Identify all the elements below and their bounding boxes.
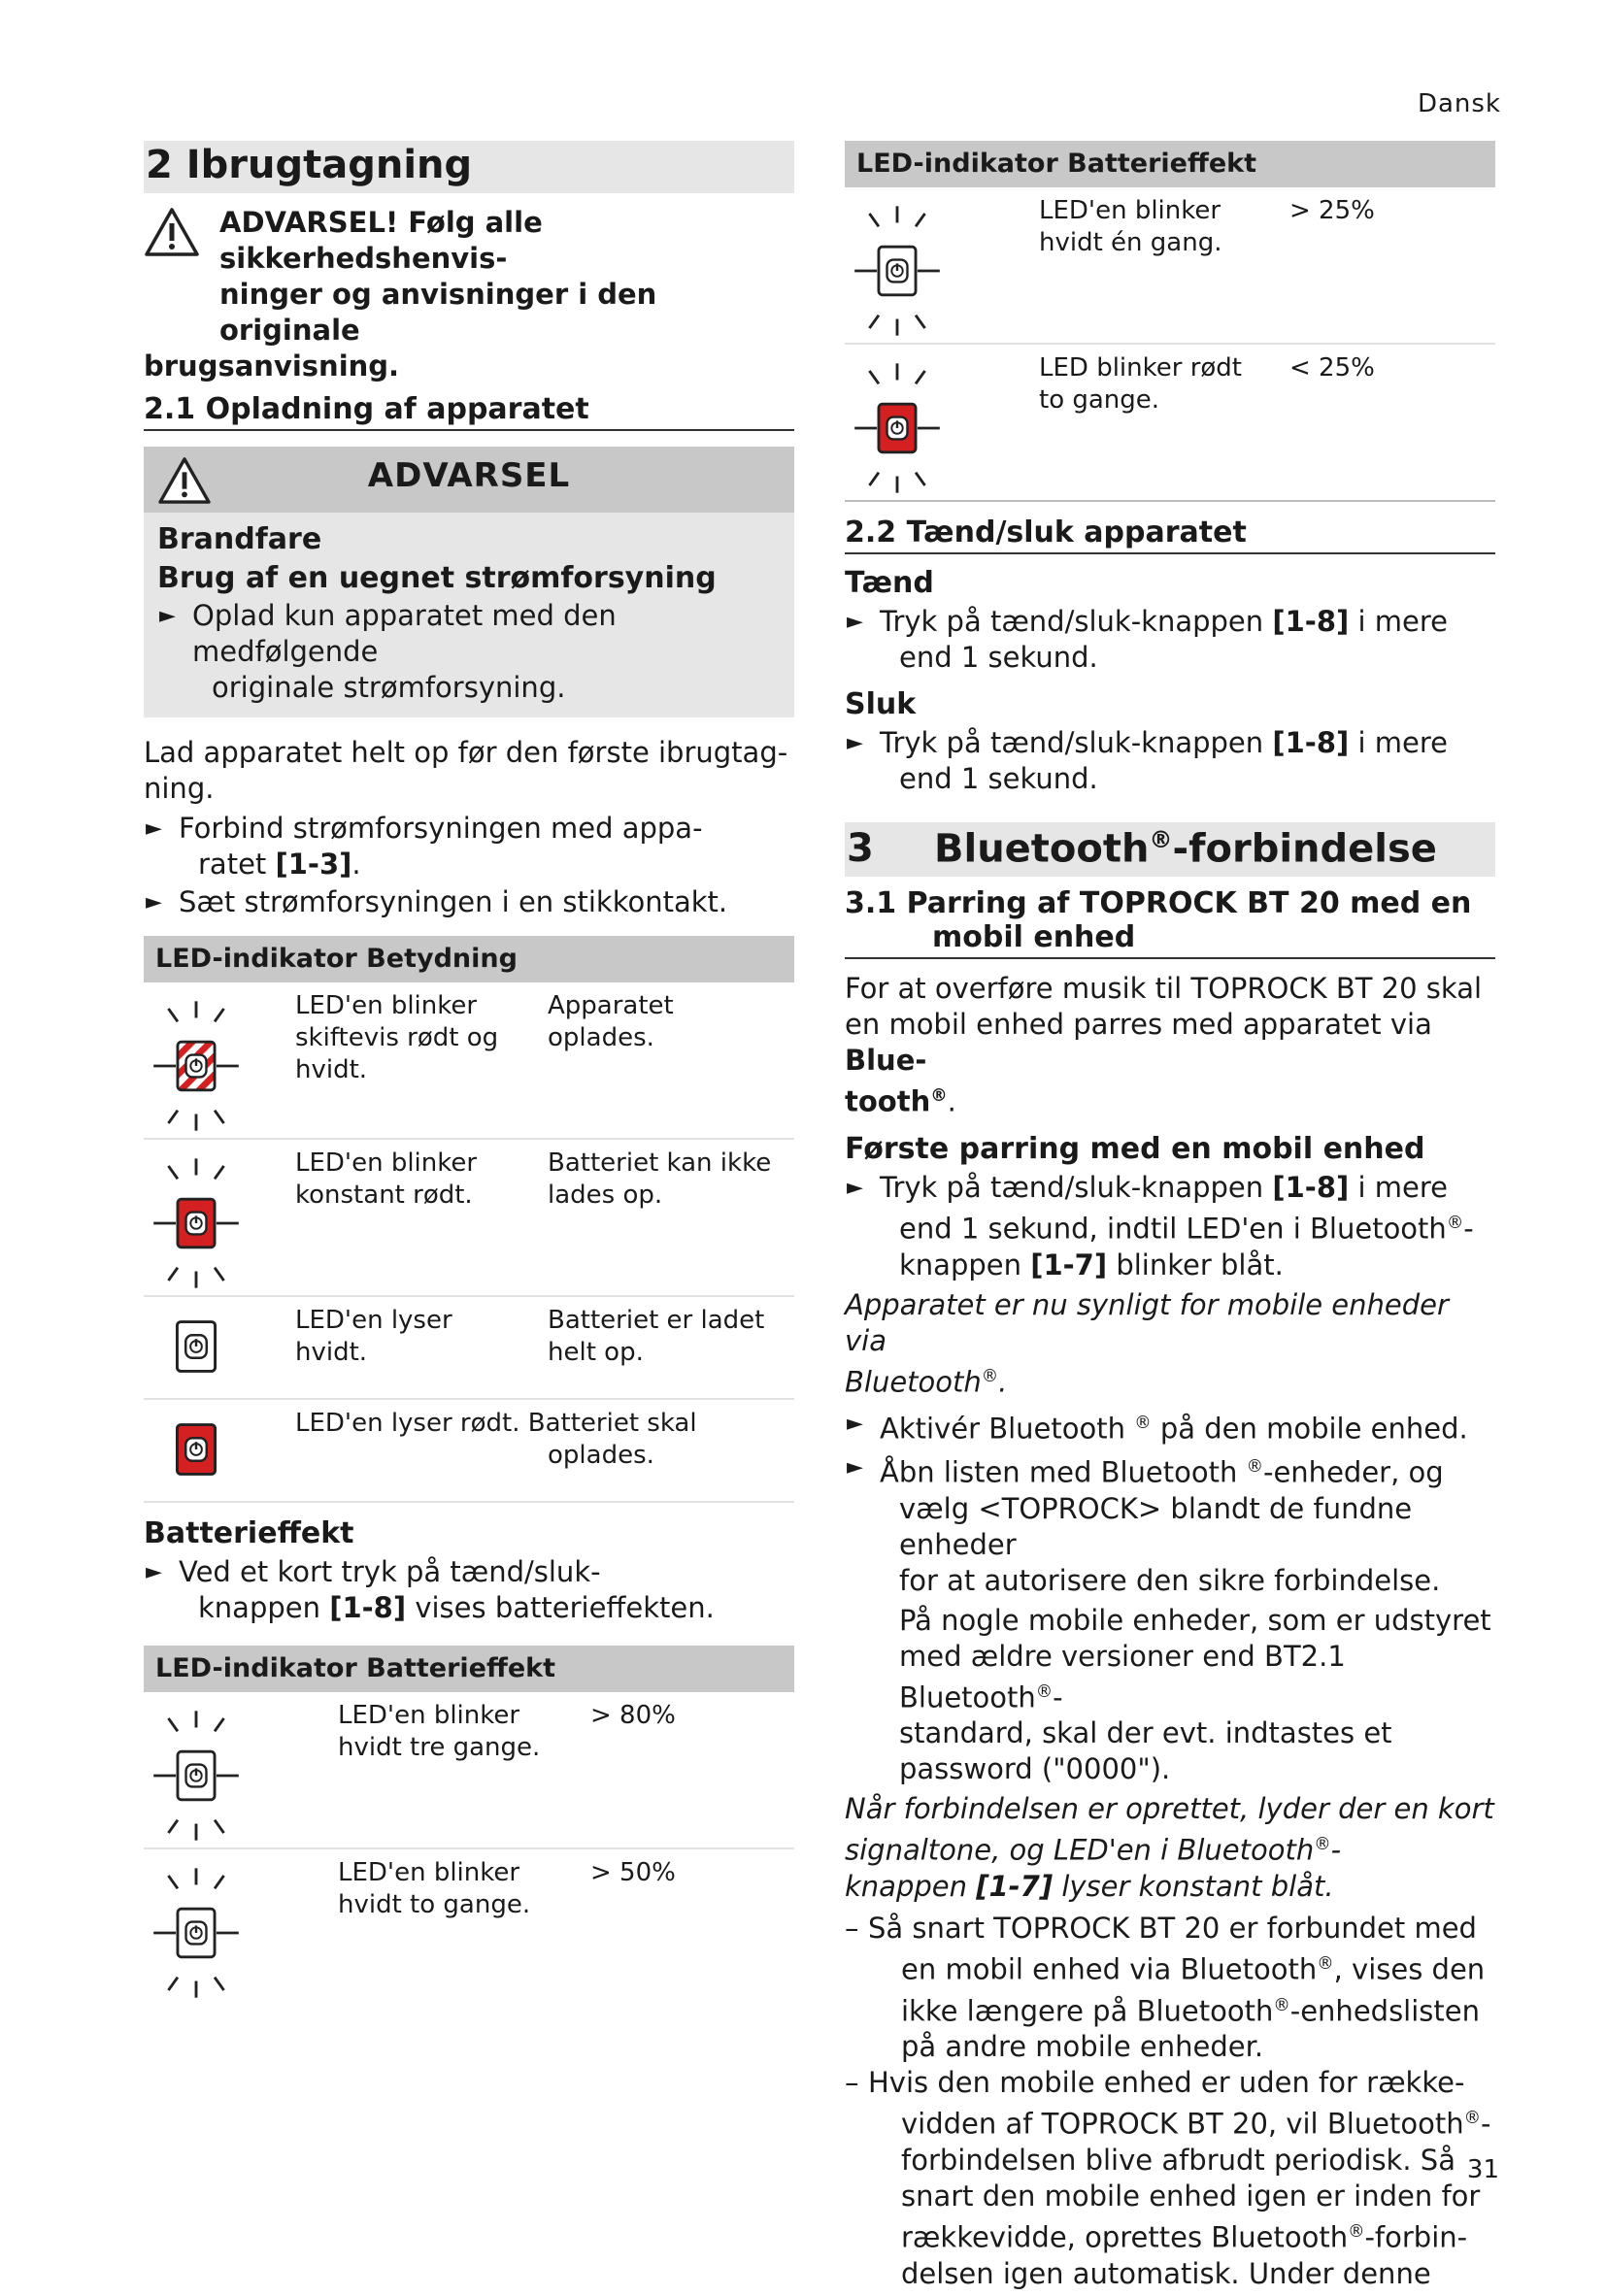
battery-led-table-continued — [845, 141, 1495, 502]
led-row-meaning: Batteriet er ladet helt op. — [548, 1306, 765, 1367]
connection-result: Når forbindelsen er oprettet, lyder der en kort signaltone, og LED'en i Bluetooth®- knappen [1-7] lyser konstant blåt. — [845, 1792, 1494, 1903]
led-row-desc: LED'en blinker skiftevis rødt og hvidt. — [295, 991, 499, 1084]
charge-step-1: ► Forbind strømforsyningen med appa- ratet [1-3]. — [144, 811, 794, 882]
table-row — [144, 1692, 794, 1849]
battery-table-header: LED-indikator Batterieffekt — [144, 1646, 794, 1692]
section-3-title: 3 Bluetooth®-forbindelse — [845, 822, 1495, 877]
dash-item-2: – Hvis den mobile enhed er uden for række- vidden af TOPROCK BT 20, vil Bluetooth®- forbindelsen blive afbrudt periodisk. Så snart den mobile enhed igen er inden for rækkevidde, oprettes Bluetooth®-forbin- delsen igen automatisk. Under denne — [845, 2065, 1495, 2291]
inline-warning-line1: ADVARSEL! Følg alle sikkerhedshenvis- — [219, 206, 543, 275]
battery-effect-title: Batterieffekt — [144, 1516, 354, 1550]
first-pairing-title: Første parring med en mobil enhed — [845, 1131, 1425, 1166]
warning-box — [144, 447, 794, 717]
led-row-desc: LED'en blinker konstant rødt. — [295, 1148, 478, 1210]
page-number: 31 — [1466, 2155, 1499, 2184]
inline-warning-line2: ninger og anvisninger i den originale — [219, 278, 657, 347]
dash-item-1: – Så snart TOPROCK BT 20 er forbundet med en mobil enhed via Bluetooth®, vises den ikke længere på Bluetooth®-enhedslisten på andre mobile enheder. — [845, 1911, 1495, 2065]
warning-triangle-icon — [144, 207, 200, 257]
warning-step: ► Oplad kun apparatet med den medfølgende originale strømforsyning. — [157, 598, 781, 706]
led-table-header: LED-indikator Betydning — [144, 936, 794, 982]
led-blink-white-icon — [849, 193, 946, 349]
section-2-title: 2 Ibrugtagning — [144, 141, 794, 193]
batt-row-percent: > 25% — [1289, 196, 1375, 225]
led-blink-white-icon — [148, 1698, 245, 1853]
first-pairing-result: Apparatet er nu synligt for mobile enheder via Bluetooth®. — [845, 1287, 1449, 1399]
led-blink-red-icon — [849, 350, 946, 506]
batt-row-percent: < 25% — [1289, 353, 1375, 383]
power-off-title: Sluk — [845, 687, 917, 721]
right-column — [845, 141, 1495, 2296]
batt-row-percent: > 50% — [590, 1858, 676, 1887]
led-solid-red-icon — [148, 1406, 245, 1493]
batt-row-desc: LED'en blinker hvidt tre gange. — [338, 1701, 541, 1762]
battery-led-table — [144, 1646, 794, 2005]
charge-intro: Lad apparatet helt op før den første ibrugtag- ning. — [144, 736, 788, 805]
led-row-meaning: Batteriet kan ikke lades op. — [548, 1148, 772, 1210]
batt-row-desc: LED blinker rødt to gange. — [1039, 353, 1243, 415]
inline-warning — [144, 205, 794, 384]
batt-row-percent: > 80% — [590, 1701, 676, 1730]
batt-row-desc: LED'en blinker hvidt to gange. — [338, 1858, 531, 1919]
battery-table-header: LED-indikator Batterieffekt — [845, 141, 1495, 187]
left-column — [144, 141, 794, 2018]
table-row — [144, 1849, 794, 2005]
warning-cause: Brug af en uegnet strømforsyning — [157, 561, 717, 595]
table-row — [845, 187, 1495, 345]
first-pairing-step-3: ► Åbn listen med Bluetooth ®-enheder, og vælg <TOPROCK> blandt de fundne enheder for at autorisere den sikre forbindelse. På nogle mobile enheder, som er udstyret med ældre versioner end BT2.1 Bluetooth®- standard, skal der evt. indtastes et password ("0000"). — [845, 1449, 1495, 1787]
pairing-intro: For at overføre musik til TOPROCK BT 20 skal en mobil enhed parres med apparatet via Blue- tooth®. — [845, 972, 1483, 1118]
warning-box-header — [144, 447, 794, 513]
power-on-step: ► Tryk på tænd/sluk-knappen [1-8] i mere end 1 sekund. — [845, 604, 1495, 676]
charge-step-2: ► Sæt strømforsyningen i en stikkontakt. — [144, 884, 794, 920]
first-pairing-step-1: ► Tryk på tænd/sluk-knappen [1-8] i mere end 1 sekund, indtil LED'en i Bluetooth®- knappen [1-7] blinker blåt. — [845, 1170, 1495, 1283]
table-row — [144, 1400, 794, 1503]
batt-row-desc: LED'en blinker hvidt én gang. — [1039, 196, 1222, 257]
led-blink-red-icon — [148, 1146, 245, 1301]
warning-signal-word: ADVARSEL — [367, 456, 571, 495]
led-row-desc: LED'en lyser rødt. Batteriet skal — [295, 1409, 697, 1438]
table-row — [144, 1297, 794, 1400]
led-row-meaning: Apparatet oplades. — [548, 991, 674, 1052]
led-meaning-table — [144, 936, 794, 1503]
language-label: Dansk — [1417, 89, 1501, 118]
table-row — [144, 1140, 794, 1297]
power-on-title: Tænd — [845, 566, 934, 600]
power-off-step: ► Tryk på tænd/sluk-knappen [1-8] i mere end 1 sekund. — [845, 725, 1495, 797]
battery-effect-step: ► Ved et kort tryk på tænd/sluk- knappen [1-8] vises batterieffekten. — [144, 1554, 794, 1626]
led-blink-white-icon — [148, 1855, 245, 2011]
section-3-1-title: 3.1 Parring af TOPROCK BT 20 med en mobil enhed — [845, 886, 1495, 959]
first-pairing-step-2: ► Aktivér Bluetooth ® på den mobile enhed. — [845, 1406, 1495, 1447]
inline-warning-line3: brugsanvisning. — [144, 349, 400, 383]
table-row — [144, 982, 794, 1140]
warning-hazard: Brandfare — [157, 522, 322, 556]
led-blink-red-white-icon — [148, 988, 245, 1144]
section-2-2-title: 2.2 Tænd/sluk apparatet — [845, 516, 1495, 554]
led-solid-white-icon — [148, 1303, 245, 1390]
led-row-desc: LED'en lyser hvidt. — [295, 1306, 452, 1367]
led-row-meaning: oplades. — [548, 1441, 654, 1470]
table-row — [845, 345, 1495, 502]
section-2-1-title: 2.1 Opladning af apparatet — [144, 392, 794, 431]
